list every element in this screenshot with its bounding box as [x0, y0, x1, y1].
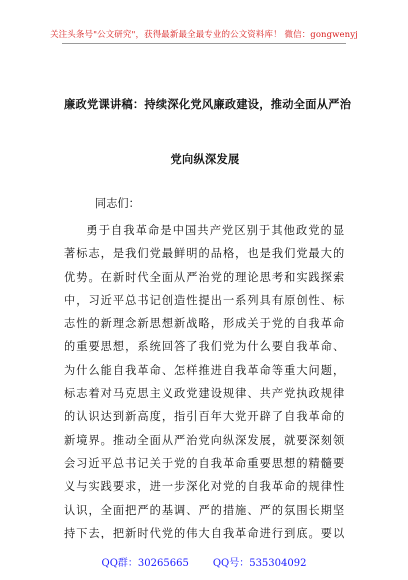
footer-qq-number: QQ号：535304092 — [212, 558, 307, 569]
footer-qq-group: QQ群：30265665 — [101, 558, 189, 569]
header-divider — [62, 43, 346, 44]
header-promo-note: 关注头条号"公文研究"，获得最新最全最专业的公文资料库！ 微信：gongwenyj — [50, 30, 358, 40]
footer-contact — [0, 554, 408, 569]
body-paragraph: 勇于自我革命是中国共产党区别于其他政党的显著标志，是我们党最鲜明的品格，也是我们党最大的优势。在新时代全面从严治党的理论思考和实践探索中，习近平总书记创造性提出一系列具有原创性、标志性的新理念新思想新战略，形成关于党的自我革命的重要思想，系统回答了我们党为什么要自我革命、为什么能自我革命、怎样推进自我革命等重大问题，标志着对马克思主义政党建设规律、共产党执政规律的认识达到新高度，指引百年大党开辟了自我革命的新境界。推动全面从严治党向纵深发展，就要深刻领会习近平总书记关于党的自我革命重要思想的精髓要义与实践要求，进一步深化对党的自我革命的规律性认识，全面把严的基调、严的措施、严的氛围长期坚持下去，把新时代党的伟大自我革命进行到底。要以 — [64, 224, 345, 539]
document-title-line-1: 廉政党课讲稿：持续深化党风廉政建设，推动全面从严治 — [64, 97, 352, 111]
document-title-line-2: 党向纵深发展 — [170, 152, 240, 166]
salutation: 同志们： — [95, 197, 140, 210]
